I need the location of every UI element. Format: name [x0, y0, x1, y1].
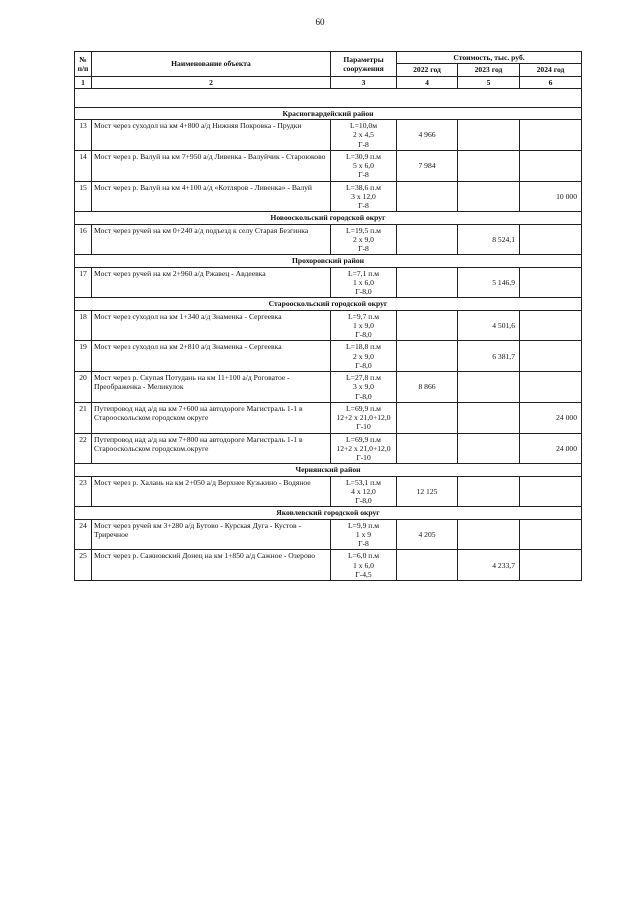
cost-2023	[458, 372, 520, 403]
cost-2023: 4 501,6	[458, 310, 520, 341]
cost-2022	[397, 224, 458, 255]
table-row	[75, 550, 582, 581]
object-name: Мост через р. Халань на км 2+050 а/д Верхнее Кузькино - Водяное	[92, 476, 331, 507]
header-num: № п/п	[75, 52, 92, 77]
cost-2022	[397, 310, 458, 341]
structure-params: L=7,1 п.м 1 x 6,0 Г-8,0	[331, 267, 397, 298]
object-name: Мост через суходол на км 1+340 а/д Знаменка - Сергеевка	[92, 310, 331, 341]
row-number: 20	[75, 372, 92, 403]
cost-2023	[458, 181, 520, 212]
structure-params: L=10,0м 2 x 4,5 Г-8	[331, 120, 397, 151]
section-title: Прохоровский район	[75, 255, 582, 267]
header-name: Наименование объекта	[92, 52, 331, 77]
table-row	[75, 150, 582, 181]
row-number: 23	[75, 476, 92, 507]
structure-params: L=69,9 п.м 12+2 x 21,0+12,0 Г-10	[331, 433, 397, 464]
cost-2024	[520, 267, 582, 298]
header-year-2022: 2022 год	[397, 64, 458, 76]
column-number: 5	[458, 76, 520, 88]
object-name: Мост через р. Скупая Потудань на км 11+100 а/д Роговатое - Преображенка - Меликулок	[92, 372, 331, 403]
object-name: Путепровод над а/д на км 7+800 на автодороге Магистраль 1-1 в Старооскольском городском.округе	[92, 433, 331, 464]
section-row	[75, 464, 582, 476]
object-name: Мост через р. Валуй на км 4+100 а/д «Котляров - Ливенка» - Валуй	[92, 181, 331, 212]
cost-2023: 5 146,9	[458, 267, 520, 298]
section-title: Чернянский район	[75, 464, 582, 476]
cost-2024: 24 000	[520, 402, 582, 433]
object-name: Путепровод над а/д на км 7+600 на автодороге Магистраль 1-1 в Старооскольском городском округе	[92, 402, 331, 433]
table-row	[75, 224, 582, 255]
section-row	[75, 507, 582, 519]
cost-2022: 12 125	[397, 476, 458, 507]
cost-2024	[520, 550, 582, 581]
cost-2022	[397, 341, 458, 372]
cost-2023: 4 233,7	[458, 550, 520, 581]
cost-2024: 24 000	[520, 433, 582, 464]
column-number: 6	[520, 76, 582, 88]
cost-2023	[458, 519, 520, 550]
structure-params: L=53,1 п.м 4 x 12,0 Г-8,0	[331, 476, 397, 507]
table-row	[75, 310, 582, 341]
cost-2023: 8 524,1	[458, 224, 520, 255]
table-row	[75, 120, 582, 151]
cost-2022: 7 984	[397, 150, 458, 181]
cost-2022: 4 966	[397, 120, 458, 151]
structure-params: L=69,9 п.м 12+2 x 21,0+12,0 Г-10	[331, 402, 397, 433]
header-year-2024: 2024 год	[520, 64, 582, 76]
column-number: 1	[75, 76, 92, 88]
column-number: 3	[331, 76, 397, 88]
cost-2022: 4 205	[397, 519, 458, 550]
column-numbers-row	[75, 76, 582, 88]
object-name: Мост через р. Валуй на км 7+950 а/д Ливенка - Валуйчик - Староюково	[92, 150, 331, 181]
structure-params: L=6,0 п.м 1 x 6,0 Г-4,5	[331, 550, 397, 581]
section-row	[75, 255, 582, 267]
cost-2024	[520, 224, 582, 255]
cost-2024	[520, 120, 582, 151]
cost-2022	[397, 267, 458, 298]
table-row	[75, 402, 582, 433]
bridges-cost-table	[74, 51, 582, 581]
column-number: 4	[397, 76, 458, 88]
cost-2023	[458, 120, 520, 151]
structure-params: L=18,8 п.м 2 x 9,0 Г-8,0	[331, 341, 397, 372]
header-year-2023: 2023 год	[458, 64, 520, 76]
structure-params: L=9,7 п.м 1 x 9,0 Г-8,0	[331, 310, 397, 341]
structure-params: L=9,9 п.м 1 x 9 Г-8	[331, 519, 397, 550]
cost-2024	[520, 519, 582, 550]
table-row	[75, 476, 582, 507]
cost-2024	[520, 341, 582, 372]
table-row	[75, 267, 582, 298]
cost-2024	[520, 372, 582, 403]
object-name: Мост через ручей на км 2+960 а/д Ржавец - Авдеевка	[92, 267, 331, 298]
cost-2023	[458, 402, 520, 433]
object-name: Мост через ручей км 3+280 а/д Бутово - Курская Дуга - Кустов - Триречное	[92, 519, 331, 550]
column-number: 2	[92, 76, 331, 88]
table-row	[75, 181, 582, 212]
table-row	[75, 433, 582, 464]
section-title: Яковлевский городской округ	[75, 507, 582, 519]
row-number: 17	[75, 267, 92, 298]
cost-2023	[458, 150, 520, 181]
page-number: 60	[315, 17, 325, 27]
row-number: 25	[75, 550, 92, 581]
section-title: Новооскольский городской округ	[75, 212, 582, 224]
section-row	[75, 298, 582, 310]
object-name: Мост через суходол на км 2+810 а/д Знаменка - Сергеевка	[92, 341, 331, 372]
cost-2023: 6 381,7	[458, 341, 520, 372]
header-cost: Стоимость, тыс. руб.	[397, 52, 582, 64]
table-row	[75, 341, 582, 372]
cost-2022	[397, 433, 458, 464]
table-row	[75, 372, 582, 403]
row-number: 15	[75, 181, 92, 212]
cost-2024	[520, 150, 582, 181]
blank-cell	[75, 88, 582, 107]
header-params: Параметры сооружения	[331, 52, 397, 77]
cost-2023	[458, 476, 520, 507]
row-number: 19	[75, 341, 92, 372]
section-title: Старооскольский городской округ	[75, 298, 582, 310]
object-name: Мост через р. Сажновский Донец на км 1+850 а/д Сажное - Озерово	[92, 550, 331, 581]
row-number: 14	[75, 150, 92, 181]
structure-params: L=19,5 п.м 2 x 9,0 Г-8	[331, 224, 397, 255]
section-row	[75, 212, 582, 224]
cost-2022	[397, 402, 458, 433]
structure-params: L=38,6 п.м 3 x 12,0 Г-8	[331, 181, 397, 212]
cost-2022	[397, 181, 458, 212]
cost-2023	[458, 433, 520, 464]
object-name: Мост через ручей на км 0+240 а/д подъезд к селу Старая Безгинка	[92, 224, 331, 255]
row-number: 24	[75, 519, 92, 550]
table-row	[75, 519, 582, 550]
section-title: Красногвардейский район	[75, 107, 582, 119]
object-name: Мост через суходол на км 4+800 а/д Нижняя Покровка - Прудки	[92, 120, 331, 151]
section-row	[75, 107, 582, 119]
row-number: 13	[75, 120, 92, 151]
row-number: 18	[75, 310, 92, 341]
cost-2022: 8 866	[397, 372, 458, 403]
structure-params: L=30,9 п.м 5 x 6,0 Г-8	[331, 150, 397, 181]
cost-2024	[520, 310, 582, 341]
row-number: 21	[75, 402, 92, 433]
row-number: 16	[75, 224, 92, 255]
structure-params: L=27,8 п.м 3 x 9,0 Г-8,0	[331, 372, 397, 403]
cost-2024: 10 000	[520, 181, 582, 212]
blank-row	[75, 88, 582, 107]
cost-2024	[520, 476, 582, 507]
cost-2022	[397, 550, 458, 581]
row-number: 22	[75, 433, 92, 464]
